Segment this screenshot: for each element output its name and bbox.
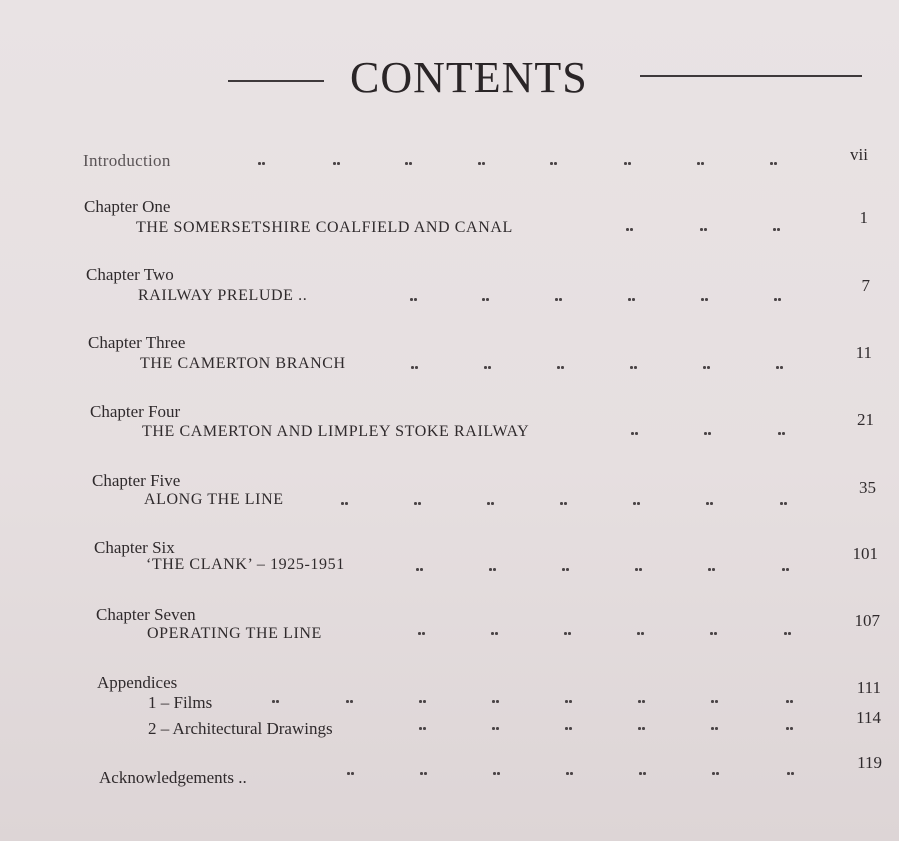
title-rule-left — [228, 80, 324, 82]
leader-dot — [491, 632, 499, 636]
entry-appendix-2-page: 114 — [856, 708, 881, 727]
leader-dot — [703, 366, 711, 370]
leader-dots-appendix-1 — [0, 700, 899, 708]
title-rule-right — [640, 75, 862, 77]
leader-dots-introduction — [0, 162, 899, 170]
leader-dot — [484, 366, 492, 370]
leader-dot — [416, 568, 424, 572]
entry-chapter-six-page: 101 — [852, 544, 878, 563]
leader-dot — [411, 366, 419, 370]
leader-dot — [493, 772, 501, 776]
entry-chapter-seven-page: 107 — [854, 611, 880, 630]
leader-dot — [564, 632, 572, 636]
entry-chapter-three-label: Chapter Three — [88, 333, 186, 352]
entry-chapter-two-title: RAILWAY PRELUDE .. — [138, 287, 308, 304]
leader-dot — [555, 298, 563, 302]
entry-acknowledgements-label: Acknowledgements .. — [99, 768, 247, 787]
entry-chapter-one-label: Chapter One — [84, 197, 171, 216]
leader-dot — [414, 502, 422, 506]
entry-acknowledgements-page: 119 — [857, 753, 882, 772]
leader-dot — [778, 432, 786, 436]
leader-dots-chapter-two — [0, 298, 899, 306]
leader-dot — [786, 727, 794, 731]
leader-dot — [712, 772, 720, 776]
leader-dots-chapter-four — [0, 432, 899, 440]
leader-dot — [697, 162, 705, 166]
entry-chapter-four-title: THE CAMERTON AND LIMPLEY STOKE RAILWAY — [142, 423, 530, 440]
leader-dot — [550, 162, 558, 166]
leader-dots-chapter-one — [0, 228, 899, 236]
leader-dot — [706, 502, 714, 506]
entry-appendix-1-page: 111 — [856, 678, 881, 697]
leader-dot — [419, 727, 427, 731]
leader-dot — [708, 568, 716, 572]
leader-dot — [420, 772, 428, 776]
entry-appendix-2-title: 2 – Architectural Drawings — [148, 719, 333, 738]
leader-dots-chapter-seven — [0, 632, 899, 640]
leader-dot — [628, 298, 636, 302]
leader-dot — [701, 298, 709, 302]
entry-chapter-one-page: 1 — [859, 208, 868, 227]
leader-dot — [630, 366, 638, 370]
leader-dot — [492, 700, 500, 704]
leader-dot — [780, 502, 788, 506]
leader-dot — [631, 432, 639, 436]
leader-dot — [565, 727, 573, 731]
leader-dot — [405, 162, 413, 166]
entry-chapter-seven-label: Chapter Seven — [96, 605, 196, 624]
entry-chapter-four-page: 21 — [857, 410, 874, 429]
leader-dot — [638, 700, 646, 704]
entry-chapter-seven-title: OPERATING THE LINE — [147, 625, 322, 642]
entry-chapter-three-page: 11 — [855, 343, 872, 362]
entry-appendix-1-title: 1 – Films — [148, 693, 213, 712]
leader-dot — [626, 228, 634, 232]
leader-dot — [492, 727, 500, 731]
leader-dot — [782, 568, 790, 572]
leader-dot — [637, 632, 645, 636]
leader-dot — [560, 502, 568, 506]
leader-dot — [258, 162, 266, 166]
leader-dots-chapter-six — [0, 568, 899, 576]
leader-dot — [786, 700, 794, 704]
leader-dot — [633, 502, 641, 506]
leader-dot — [418, 632, 426, 636]
entry-chapter-six-title: ‘THE CLANK’ – 1925-1951 — [146, 556, 345, 573]
contents-title: CONTENTS — [350, 53, 588, 102]
leader-dot — [272, 700, 280, 704]
leader-dot — [624, 162, 632, 166]
leader-dot — [562, 568, 570, 572]
leader-dot — [704, 432, 712, 436]
leader-dot — [566, 772, 574, 776]
leader-dot — [787, 772, 795, 776]
entry-introduction-label: Introduction — [83, 151, 171, 170]
leader-dot — [410, 298, 418, 302]
leader-dot — [711, 727, 719, 731]
leader-dot — [784, 632, 792, 636]
leader-dot — [711, 700, 719, 704]
leader-dot — [774, 298, 782, 302]
leader-dot — [346, 700, 354, 704]
leader-dot — [770, 162, 778, 166]
entry-chapter-two-page: 7 — [861, 276, 870, 295]
leader-dot — [638, 727, 646, 731]
leader-dot — [710, 632, 718, 636]
leader-dot — [489, 568, 497, 572]
entry-chapter-five-page: 35 — [859, 478, 876, 497]
entry-chapter-one-title: THE SOMERSETSHIRE COALFIELD AND CANAL — [136, 219, 513, 236]
leader-dot — [419, 700, 427, 704]
entry-introduction-page: vii — [850, 145, 868, 164]
entry-chapter-six-label: Chapter Six — [94, 538, 175, 557]
entry-chapter-four-label: Chapter Four — [90, 402, 181, 421]
leader-dot — [341, 502, 349, 506]
leader-dots-acknowledgements — [0, 772, 899, 780]
entry-chapter-five-title: ALONG THE LINE — [144, 491, 284, 508]
leader-dot — [333, 162, 341, 166]
leader-dot — [565, 700, 573, 704]
entry-chapter-five-label: Chapter Five — [92, 471, 181, 490]
leader-dots-chapter-five — [0, 502, 899, 510]
entry-chapter-two-label: Chapter Two — [86, 265, 174, 284]
leader-dot — [635, 568, 643, 572]
leader-dot — [482, 298, 490, 302]
leader-dot — [639, 772, 647, 776]
leader-dot — [478, 162, 486, 166]
leader-dot — [700, 228, 708, 232]
entry-chapter-three-title: THE CAMERTON BRANCH — [140, 355, 346, 372]
leader-dot — [557, 366, 565, 370]
leader-dot — [487, 502, 495, 506]
leader-dots-appendix-2 — [0, 727, 899, 735]
leader-dots-chapter-three — [0, 366, 899, 374]
leader-dot — [773, 228, 781, 232]
leader-dot — [347, 772, 355, 776]
entry-appendices-label: Appendices — [97, 673, 178, 692]
leader-dot — [776, 366, 784, 370]
